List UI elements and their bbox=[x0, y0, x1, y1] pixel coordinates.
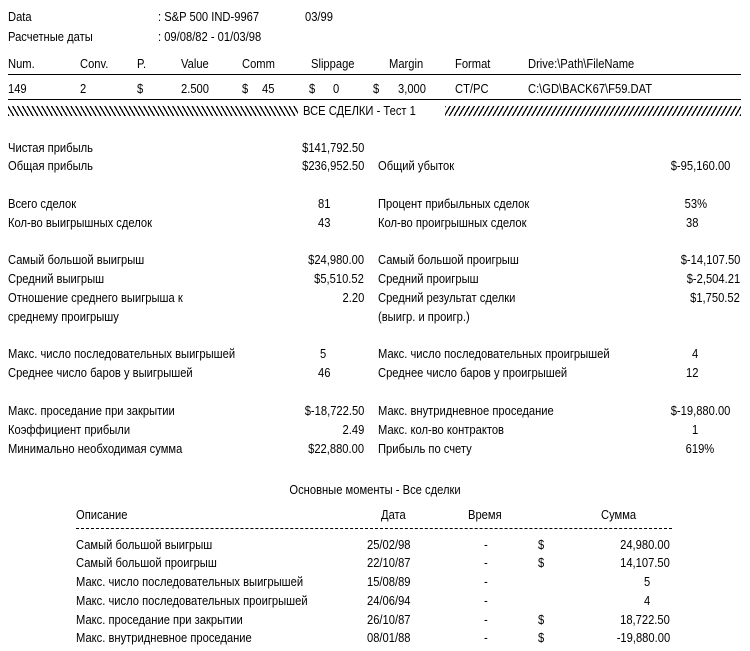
hl-desc: Макс. проседание при закрытии bbox=[76, 612, 243, 627]
hl-desc: Самый большой выигрыш bbox=[76, 537, 213, 552]
hl-currency: $ bbox=[538, 630, 545, 645]
data-value: : S&P 500 IND-9967 bbox=[158, 9, 260, 24]
profit-factor-value: 2.49 bbox=[342, 422, 364, 437]
net-profit-label: Чистая прибыль bbox=[8, 140, 93, 155]
avg-trade-label-2: (выигр. и проигр.) bbox=[378, 309, 470, 324]
avg-bars-loss-value: 12 bbox=[685, 365, 698, 380]
gross-profit-label: Общая прибыль bbox=[8, 158, 93, 173]
section-title: ВСЕ СДЕЛКИ - Тест 1 bbox=[303, 103, 416, 118]
hl-amount: 18,722.50 bbox=[620, 612, 670, 627]
net-profit-value: $141,792.50 bbox=[301, 140, 364, 155]
param-num: 149 bbox=[8, 81, 27, 96]
data-label: Data bbox=[8, 9, 32, 24]
pct-profitable-label: Процент прибыльных сделок bbox=[378, 196, 530, 211]
max-intraday-dd-value: $-19,880.00 bbox=[670, 403, 730, 418]
dates-label: Расчетные даты bbox=[8, 29, 93, 44]
max-consec-wins-label: Макс. число последовательных выигрышей bbox=[8, 346, 236, 361]
largest-win-value: $24,980.00 bbox=[308, 252, 364, 267]
hl-desc: Макс. число последовательных проигрышей bbox=[76, 593, 308, 608]
max-consec-losses-label: Макс. число последовательных проигрышей bbox=[378, 346, 610, 361]
min-account-label: Минимально необходимая сумма bbox=[8, 441, 183, 456]
hl-amount: 14,107.50 bbox=[620, 555, 670, 570]
avg-win-label: Средний выигрыш bbox=[8, 271, 105, 286]
hl-amount: 4 bbox=[643, 593, 650, 608]
gross-loss-label: Общий убыток bbox=[378, 158, 455, 173]
max-close-dd-value: $-18,722.50 bbox=[304, 403, 364, 418]
hl-amount: 5 bbox=[643, 574, 650, 589]
param-value: 2.500 bbox=[181, 81, 209, 96]
col-p: P. bbox=[137, 56, 147, 71]
profit-factor-label: Коэффициент прибыли bbox=[8, 422, 131, 437]
param-rule-bottom bbox=[8, 99, 741, 100]
hl-time: - bbox=[484, 612, 488, 627]
pct-profitable-value: 53% bbox=[684, 196, 707, 211]
gross-loss-value: $-95,160.00 bbox=[670, 158, 730, 173]
param-slippage-currency: $ bbox=[309, 81, 316, 96]
ratio-label-1: Отношение среднего выигрыша к bbox=[8, 290, 183, 305]
avg-bars-loss-label: Среднее число баров у проигрышей bbox=[378, 365, 568, 380]
max-contracts-value: 1 bbox=[691, 422, 698, 437]
col-path: Drive:\Path\FileName bbox=[528, 56, 635, 71]
largest-loss-label: Самый большой проигрыш bbox=[378, 252, 519, 267]
largest-loss-value: $-14,107.50 bbox=[680, 252, 740, 267]
total-trades-value: 81 bbox=[317, 196, 330, 211]
param-format: CT/PC bbox=[455, 81, 489, 96]
winning-trades-value: 43 bbox=[317, 215, 330, 230]
winning-trades-label: Кол-во выигрышных сделок bbox=[8, 215, 153, 230]
avg-trade-label-1: Средний результат сделки bbox=[378, 290, 516, 305]
total-trades-label: Всего сделок bbox=[8, 196, 77, 211]
hl-time: - bbox=[484, 593, 488, 608]
ratio-label-2: среднему проигрышу bbox=[8, 309, 119, 324]
col-comm: Comm bbox=[242, 56, 275, 71]
hl-header-time: Время bbox=[468, 507, 502, 522]
hl-time: - bbox=[484, 537, 488, 552]
param-rule-top bbox=[8, 74, 741, 75]
dates-value: : 09/08/82 - 01/03/98 bbox=[158, 29, 262, 44]
col-value: Value bbox=[181, 56, 209, 71]
avg-loss-value: $-2,504.21 bbox=[686, 271, 740, 286]
hl-date: 26/10/87 bbox=[367, 612, 411, 627]
min-account-value: $22,880.00 bbox=[308, 441, 364, 456]
max-close-dd-label: Макс. проседание при закрытии bbox=[8, 403, 175, 418]
largest-win-label: Самый большой выигрыш bbox=[8, 252, 145, 267]
hl-date: 08/01/88 bbox=[367, 630, 411, 645]
hl-amount: -19,880.00 bbox=[616, 630, 670, 645]
hatch-right bbox=[445, 106, 741, 116]
losing-trades-value: 38 bbox=[685, 215, 698, 230]
hl-header-divider bbox=[76, 528, 672, 529]
col-num: Num. bbox=[8, 56, 35, 71]
hl-desc: Макс. внутридневное проседание bbox=[76, 630, 252, 645]
ratio-value: 2.20 bbox=[342, 290, 364, 305]
col-conv: Conv. bbox=[80, 56, 109, 71]
hl-date: 22/10/87 bbox=[367, 555, 411, 570]
avg-win-value: $5,510.52 bbox=[314, 271, 364, 286]
param-path: C:\GD\BACK67\F59.DAT bbox=[528, 81, 653, 96]
avg-bars-win-label: Среднее число баров у выигрышей bbox=[8, 365, 193, 380]
col-format: Format bbox=[455, 56, 491, 71]
param-slippage: 0 bbox=[333, 81, 340, 96]
hl-amount: 24,980.00 bbox=[620, 537, 670, 552]
max-intraday-dd-label: Макс. внутридневное проседание bbox=[378, 403, 554, 418]
hl-time: - bbox=[484, 574, 488, 589]
max-consec-losses-value: 4 bbox=[691, 346, 698, 361]
hl-desc: Макс. число последовательных выигрышей bbox=[76, 574, 304, 589]
param-p: $ bbox=[137, 81, 144, 96]
highlights-title: Основные моменты - Все сделки bbox=[289, 482, 461, 497]
avg-loss-label: Средний проигрыш bbox=[378, 271, 479, 286]
return-label: Прибыль по счету bbox=[378, 441, 472, 456]
gross-profit-value: $236,952.50 bbox=[301, 158, 364, 173]
hl-header-date: Дата bbox=[381, 507, 406, 522]
hl-header-amount: Сумма bbox=[601, 507, 637, 522]
param-conv: 2 bbox=[80, 81, 87, 96]
col-margin: Margin bbox=[389, 56, 424, 71]
col-slippage: Slippage bbox=[311, 56, 355, 71]
param-margin: 3,000 bbox=[398, 81, 426, 96]
hl-date: 15/08/89 bbox=[367, 574, 411, 589]
hl-time: - bbox=[484, 555, 488, 570]
hl-currency: $ bbox=[538, 555, 545, 570]
hatch-left bbox=[8, 106, 298, 116]
max-consec-wins-value: 5 bbox=[319, 346, 326, 361]
losing-trades-label: Кол-во проигрышных сделок bbox=[378, 215, 527, 230]
param-comm-currency: $ bbox=[242, 81, 249, 96]
data-month: 03/99 bbox=[305, 9, 333, 24]
avg-trade-value: $1,750.52 bbox=[690, 290, 740, 305]
hl-time: - bbox=[484, 630, 488, 645]
hl-currency: $ bbox=[538, 612, 545, 627]
hl-date: 24/06/94 bbox=[367, 593, 411, 608]
max-contracts-label: Макс. кол-во контрактов bbox=[378, 422, 504, 437]
hl-date: 25/02/98 bbox=[367, 537, 411, 552]
hl-currency: $ bbox=[538, 537, 545, 552]
return-value: 619% bbox=[685, 441, 714, 456]
hl-desc: Самый большой проигрыш bbox=[76, 555, 217, 570]
hl-header-desc: Описание bbox=[76, 507, 128, 522]
param-comm: 45 bbox=[262, 81, 275, 96]
avg-bars-win-value: 46 bbox=[317, 365, 330, 380]
param-margin-currency: $ bbox=[373, 81, 380, 96]
